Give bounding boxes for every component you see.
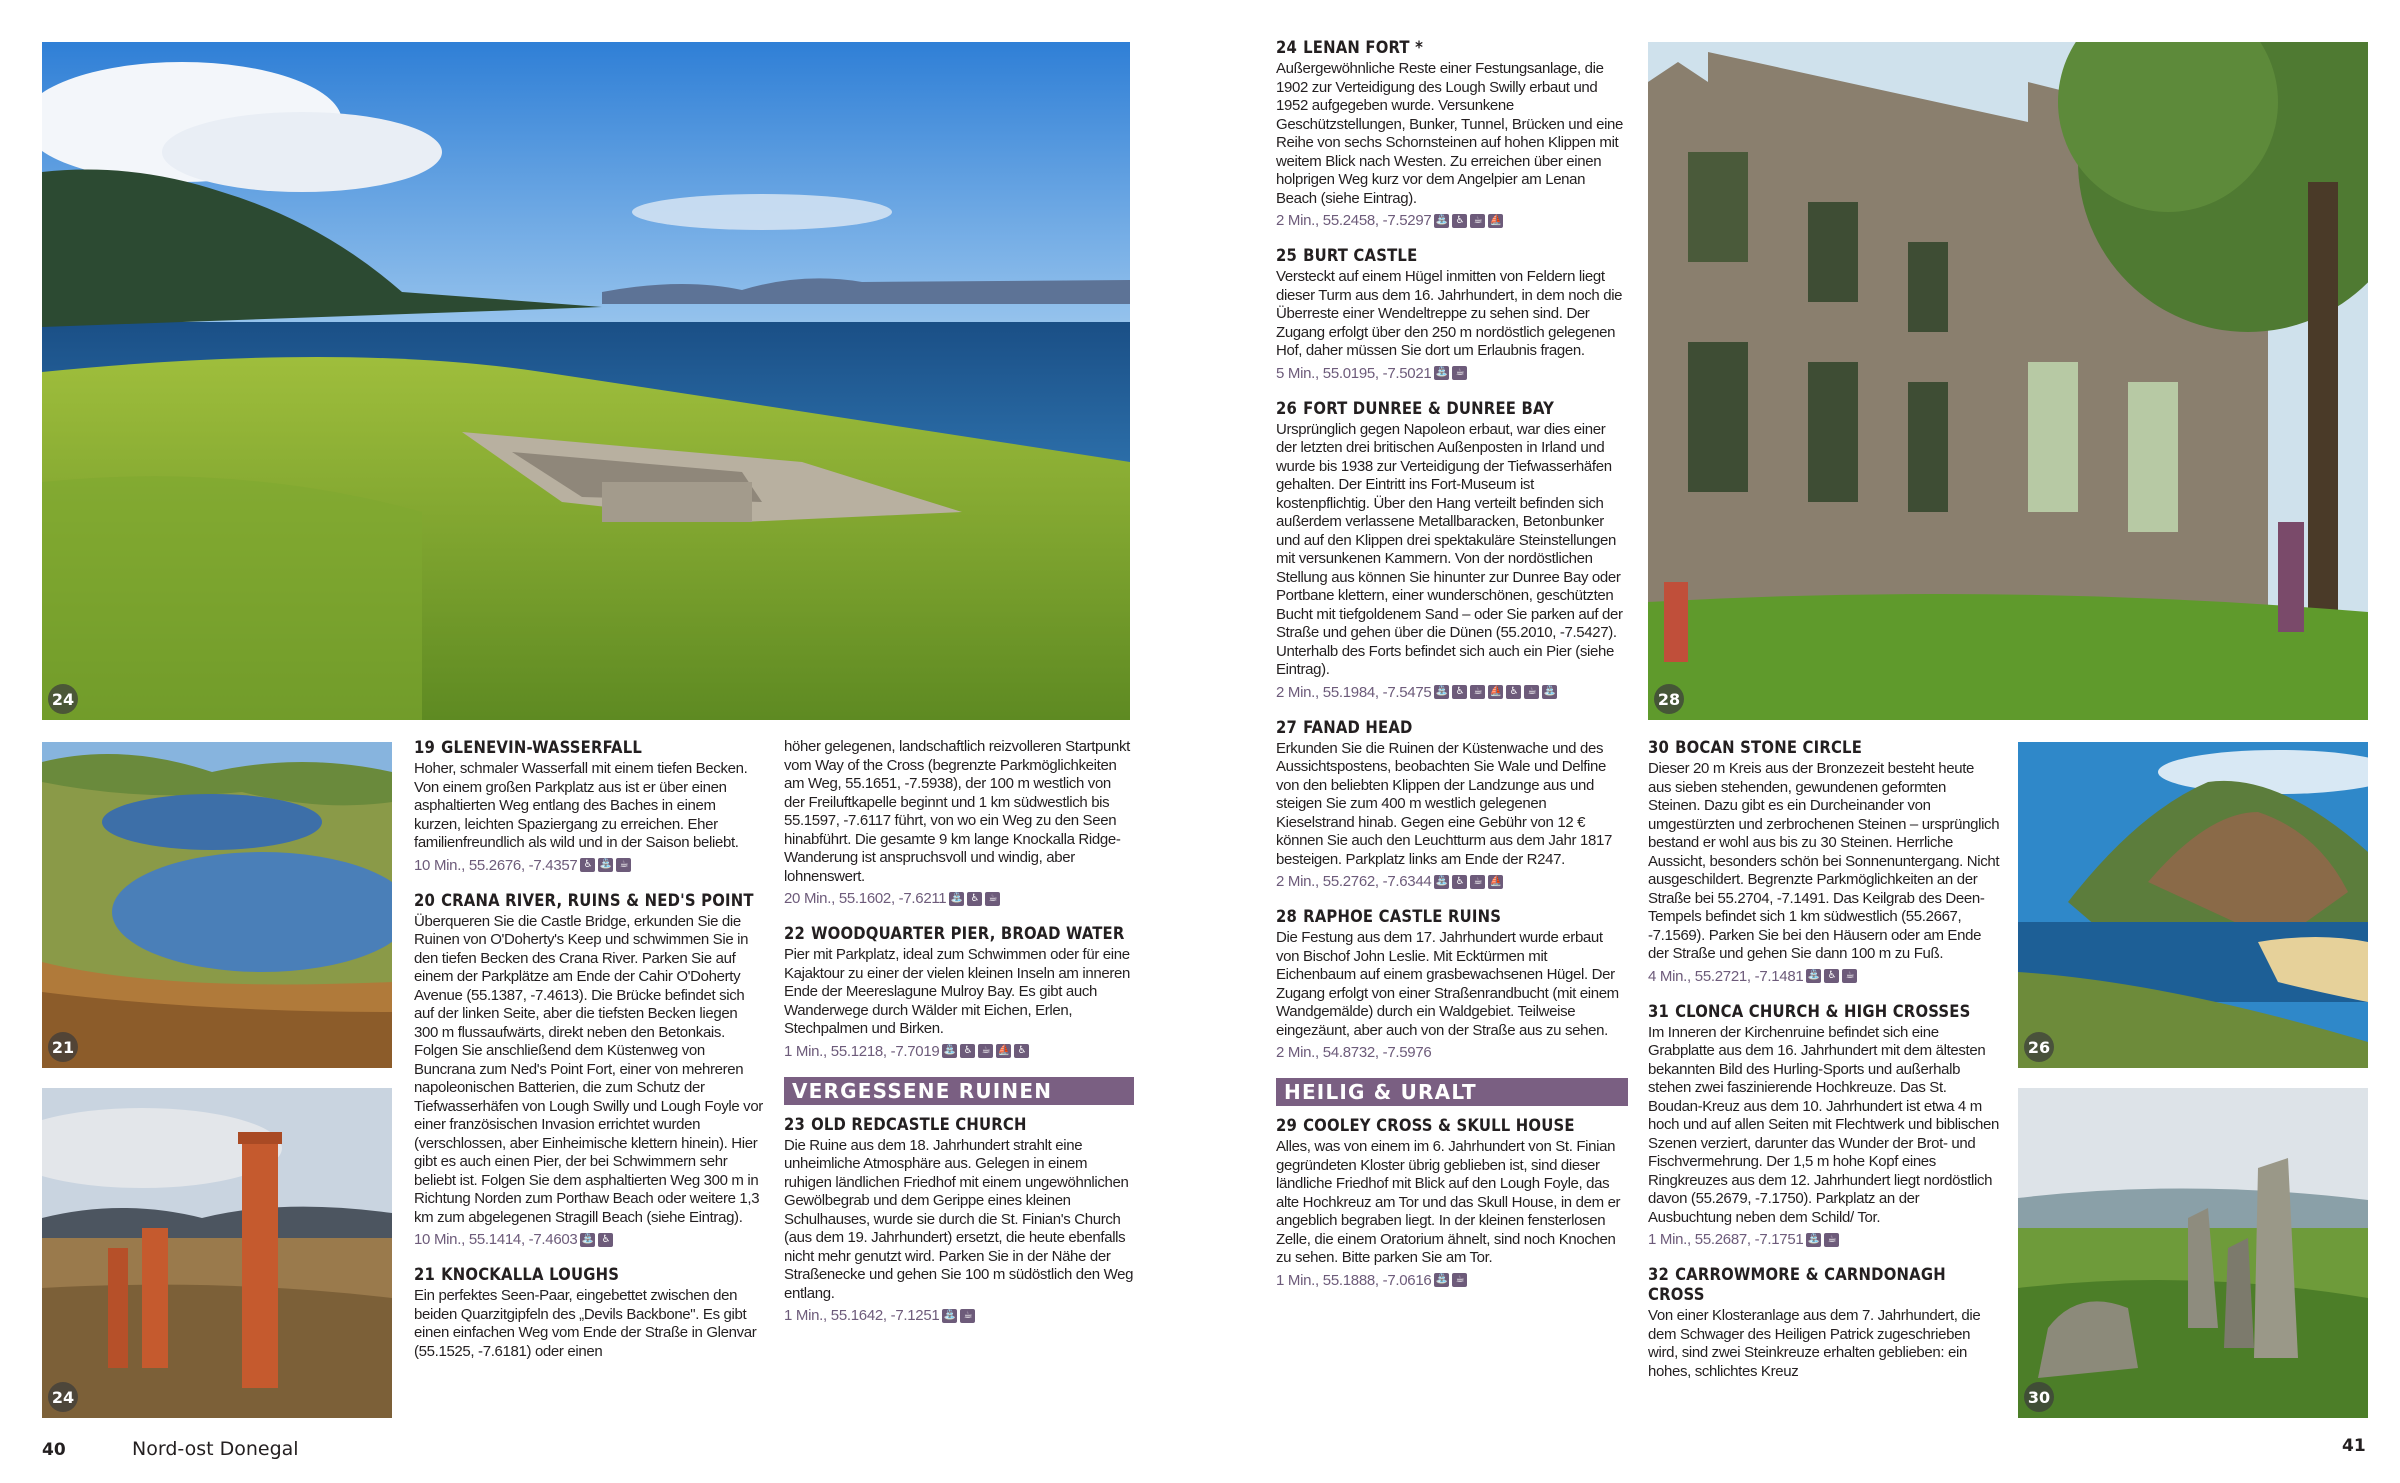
entry-30 <box>1648 738 2000 986</box>
cafe-icon: ☕ <box>1470 875 1485 889</box>
photo-lenan-fort-image <box>42 42 1130 720</box>
cafe-icon: ☕ <box>1452 1273 1467 1287</box>
entry-title-text: CLONCA CHURCH & HIGH CROSSES <box>1675 1001 1971 1021</box>
entry-title-text: GLENEVIN-WASSERFALL <box>441 738 643 757</box>
photo-badge: 24 <box>48 1382 78 1412</box>
section-banner-vergessene: VERGESSENE RUINEN <box>784 1077 1134 1105</box>
entry-29 <box>1276 1116 1628 1290</box>
entry-body: Ursprünglich gegen Napoleon erbaut, war dies einer der letzten drei britischen Außenposten in Irland und wurde bis 1938 zur Verteidigung der Tiefwasserhäfen gehalten. Der Eintritt ins Fort-Museum ist kostenpflichtig. Über den Hang verteilt befinden sich außerdem verlassene Metallbaracken, Betonbunker und auf den Klippen drei spektakuläre Steinstellungen mit versunkenen Kammern. Von der nordöstlichen Stellung aus können Sie hinunter zur Dunree Bay oder Portbane klettern, einer wunderschönen, geschützten Bucht mit tiefgoldenem Sand – oder Sie parken auf der Straße und gehen über die Dünen (55.2010, -7.5427). Unterhalb des Forts befindet sich auch ein Pier (siehe Eintrag). <box>1276 420 1623 678</box>
entry-body: Versteckt auf einem Hügel inmitten von Feldern liegt dieser Turm aus dem 16. Jahrhundert, in dem noch die Überreste einer Wendeltreppe zu sehen sind. Der Zugang erfolgt über den 250 m nordöstlich gelegenen Hof, daher müssen Sie dort um Erlaubnis fragen. <box>1276 268 1623 359</box>
wheelchair-icon: ♿ <box>1824 969 1839 983</box>
swim-icon: ⛲ <box>950 892 963 904</box>
cafe-icon: ☕ <box>960 1309 975 1323</box>
entry-coords: 10 Min., 55.2676, -7.4357 <box>414 856 578 874</box>
entry-26 <box>1276 399 1628 702</box>
wheelchair-icon: ♿ <box>1452 875 1467 889</box>
photo-badge: 30 <box>2024 1382 2054 1412</box>
entry-meta <box>1276 872 1628 891</box>
entry-coords: 4 Min., 55.2721, -7.1481 <box>1648 967 1804 985</box>
entry-23 <box>784 1115 1134 1326</box>
entry-title <box>414 738 764 758</box>
entry-title <box>414 1265 764 1285</box>
boat-icon: ⛵ <box>1489 875 1502 887</box>
boat-icon: ⛵ <box>997 1045 1010 1056</box>
entry-body: Erkunden Sie die Ruinen der Küstenwache und des Aussichtspostens, beobachten Sie Wale und Delfine von den beliebten Klippen der Landzunge aus und steigen Sie zum 400 m westlich gelegenen Kieselstrand hinab. Gegen eine Gebühr von 12 € können Sie auch den Leuchtturm aus dem Jahr 1817 besteigen. Parkplatz links am Ende der R247. <box>1276 739 1612 868</box>
entry-number: 30 <box>1648 738 1670 757</box>
wheelchair-icon: ♿ <box>1014 1044 1029 1058</box>
swim-icon: ⛲ <box>1807 970 1820 981</box>
text-column-b <box>784 738 1134 1341</box>
entry-32 <box>1648 1265 2000 1381</box>
entry-number: 25 <box>1276 246 1298 265</box>
wheelchair-icon: ♿ <box>1452 685 1467 699</box>
photo-raphoe-castle <box>1648 42 2368 720</box>
swim-icon: ⛲ <box>943 1309 956 1321</box>
entry-body: Im Inneren der Kirchenruine befindet sich eine Grabplatte aus dem 16. Jahrhundert mit dem ältesten bekannten Bild des Hurling-Sports und außerhalb stehen zwei faszinierende Hochkreuze. Das St. Boudan-Kreuz aus dem 10. Jahrhundert ist etwa 4 m hoch und auf allen Seiten mit Flechtwerk und biblischen Szenen verziert, darunter das Wunder der Brot- und Fischvermehrung. Der 1,5 m hohe Kopf eines Ringkreuzes aus dem 12. Jahrhundert liegt nordöstlich davon (55.2679, -7.1750). Parkplatz an der Ausbuchtung neben dem Schild/ Tor. <box>1648 1023 1999 1226</box>
entry-coords: 1 Min., 55.1888, -7.0616 <box>1276 1271 1432 1289</box>
cafe-icon: ☕ <box>1452 366 1467 380</box>
entry-body: Außergewöhnliche Reste einer Festungsanlage, die 1902 zur Verteidigung des Lough Swilly erbaut und 1952 aufgegeben wurde. Versunkene Geschützstellungen, Bunker, Tunnel, Brücken und eine Reihe von sechs Schornsteinen auf hohen Klippen mit weitem Blick nach Westen. Zu erreichen über einen holprigen Weg kurz vor dem Angelpier am Lenan Beach (siehe Eintrag). <box>1276 60 1624 207</box>
entry-body: Von einer Klosteranlage aus dem 7. Jahrhundert, die dem Schwager des Heiligen Patrick zugeschrieben wird, sind zwei Steinkreuze erhalten geblieben: ein hohes, schlichtes Kreuz <box>1648 1307 1981 1380</box>
entry-body: Die Festung aus dem 17. Jahrhundert wurde erbaut von Bischof John Leslie. Mit Ecktürmen mit Eichenbaum auf einem grasbewachsenen Hügel. Der Zugang erfolgt von einer Straßenrandbucht (mit einem Wandgemälde) durch ein Waldgebiet. Teilweise eingezäunt, aber auch von der Straße aus zu sehen. <box>1276 929 1619 1039</box>
entry-title-text: BURT CASTLE <box>1303 246 1418 265</box>
entry-24 <box>1276 38 1628 230</box>
entry-21 <box>414 1265 764 1361</box>
entry-title <box>1648 738 2000 758</box>
entry-number: 28 <box>1276 907 1298 926</box>
entry-coords: 2 Min., 55.2762, -7.6344 <box>1276 873 1432 890</box>
entry-title <box>1276 1116 1628 1136</box>
entry-title <box>784 924 1134 944</box>
wheelchair-icon: ♿ <box>580 858 595 872</box>
entry-meta <box>1276 1271 1628 1290</box>
swim-icon: ⛲ <box>1435 367 1448 378</box>
photo-badge: 28 <box>1654 684 1684 714</box>
entry-coords: 10 Min., 55.1414, -7.4603 <box>414 1231 578 1248</box>
entry-coords: 20 Min., 55.1602, -7.6211 <box>784 890 947 907</box>
entry-number: 23 <box>784 1114 806 1134</box>
entry-title <box>1276 399 1628 419</box>
swim-icon: ⛲ <box>1435 686 1448 697</box>
entry-number: 31 <box>1648 1001 1670 1021</box>
entry-title-text: FORT DUNREE & DUNREE BAY <box>1303 398 1555 418</box>
entry-19 <box>414 738 764 875</box>
entry-number: 20 <box>414 890 436 910</box>
entry-meta <box>1648 1230 2000 1249</box>
entry-coords: 2 Min., 55.1984, -7.5475 <box>1276 683 1432 701</box>
photo-knockalla-image <box>42 742 392 1068</box>
entry-title-text: BOCAN STONE CIRCLE <box>1675 738 1863 757</box>
entry-title-text: OLD REDCASTLE CHURCH <box>811 1114 1027 1134</box>
entry-title-text: FANAD HEAD <box>1303 717 1413 737</box>
entry-number: 22 <box>784 924 806 943</box>
entry-title-text: CARROWMORE & CARNDONAGH CROSS <box>1648 1265 1946 1304</box>
entry-title <box>1648 1265 2000 1305</box>
entry-number: 21 <box>414 1265 436 1284</box>
entry-coords: 1 Min., 55.1642, -7.1251 <box>784 1307 940 1324</box>
cafe-icon: ☕ <box>616 858 631 872</box>
swim-icon: ⛲ <box>1543 686 1556 697</box>
entry-title-text: LENAN FORT * <box>1303 38 1424 57</box>
entry-title <box>1276 718 1628 738</box>
entry-number: 19 <box>414 738 436 757</box>
entry-number: 26 <box>1276 398 1298 418</box>
swim-icon: ⛲ <box>1435 875 1448 887</box>
photo-dunree-bay <box>2018 742 2368 1068</box>
cafe-icon: ☕ <box>1470 685 1485 699</box>
entry-meta <box>784 1042 1134 1061</box>
cafe-icon: ☕ <box>1824 1233 1839 1247</box>
entry-body: Pier mit Parkplatz, ideal zum Schwimmen oder für eine Kajaktour zu einer der vielen kleinen Inseln am inneren Ende der Meereslagune Mulroy Bay. Es gibt auch Wanderwege durch Wälder mit Eichen, Erlen, Stechpalmen und Birken. <box>784 946 1130 1037</box>
photo-badge: 24 <box>48 684 78 714</box>
boat-icon: ⛵ <box>1489 686 1502 697</box>
entry-coords: 1 Min., 55.1218, -7.7019 <box>784 1042 940 1060</box>
wheelchair-icon: ♿ <box>598 1233 613 1247</box>
entry-25 <box>1276 246 1628 383</box>
entry-number: 27 <box>1276 717 1298 737</box>
page-number-left: 40 <box>42 1440 66 1460</box>
entry-title <box>1276 246 1628 266</box>
swim-icon: ⛲ <box>943 1045 956 1056</box>
entry-title <box>1276 38 1628 58</box>
entry-meta <box>1648 967 2000 986</box>
entry-28 <box>1276 907 1628 1062</box>
photo-chimneys <box>42 1088 392 1418</box>
swim-icon: ⛲ <box>599 859 613 870</box>
entry-title <box>1648 1002 2000 1022</box>
swim-icon: ⛲ <box>1807 1233 1820 1245</box>
photo-raphoe-image <box>1648 42 2368 720</box>
entry-body: Hoher, schmaler Wasserfall mit einem tiefen Becken. Von einem großen Parkplatz aus ist er über einen asphaltierten Weg entlang des Baches in einem kurzen, leichten Spaziergang zu erreichen. Eher familienfreundlich als wild und in der Saison beliebt. <box>414 760 748 851</box>
entry-meta <box>1276 683 1628 702</box>
entry-20 <box>414 891 764 1250</box>
entry-title-text: CRANA RIVER, RUINS & NED'S POINT <box>441 890 754 910</box>
entry-title-text: WOODQUARTER PIER, BROAD WATER <box>811 924 1125 943</box>
entry-meta <box>414 1230 764 1249</box>
entry-meta <box>1276 364 1628 383</box>
entry-number: 24 <box>1276 38 1298 57</box>
photo-badge: 26 <box>2024 1032 2054 1062</box>
photo-bocan-stones <box>2018 1088 2368 1418</box>
entry-number: 32 <box>1648 1265 1670 1284</box>
entry-number: 29 <box>1276 1116 1298 1135</box>
entry-coords: 1 Min., 55.2687, -7.1751 <box>1648 1231 1804 1248</box>
section-banner-heilig: HEILIG & URALT <box>1276 1078 1628 1106</box>
photo-bocan-image <box>2018 1088 2368 1418</box>
cafe-icon: ☕ <box>1470 214 1485 228</box>
entry-body: Alles, was von einem im 6. Jahrhundert von St. Finian gegründeten Kloster übrig geblieben ist, sind dieser ländliche Friedhof mit Blick auf den Lough Foyle, das alte Hochkreuz am Tor und das Skull House, in dem er angeblich begraben liegt. In der kleinen fensterlosen Zelle, die einem Oratorium ähnelt, sind noch Knochen zu sehen. Bitte parken Sie am Tor. <box>1276 1138 1621 1266</box>
entry-body: Die Ruine aus dem 18. Jahrhundert strahlt eine unheimliche Atmosphäre aus. Gelegen in einem ruhigen ländlichen Friedhof mit einem ungewöhnlichen Gewölbegrab und dem Gerippe eines kleinen Schulhauses, wurde sie durch die St. Finian's Church (aus dem 19. Jahrhundert) ersetzt, die heute ebenfalls nicht mehr genutzt wird. Parken Sie in der Nähe der Straßenecke und gehen Sie 100 m südöstlich den Weg entlang. <box>784 1136 1134 1302</box>
wheelchair-icon: ♿ <box>967 892 982 906</box>
entry-meta <box>414 856 764 875</box>
entry-coords: 5 Min., 55.0195, -7.5021 <box>1276 364 1432 382</box>
entry-meta <box>784 889 1134 908</box>
cafe-icon: ☕ <box>978 1044 993 1058</box>
page-number-right: 41 <box>2342 1436 2366 1456</box>
entry-body: Ein perfektes Seen-Paar, eingebettet zwischen den beiden Quarzitgipfeln des „Devils Backbone". Es gibt einen einfachen Weg vom Ende der Straße in Glenvar (55.1525, -7.6181) oder einen <box>414 1287 757 1360</box>
running-footer-section: Nord-ost Donegal <box>132 1438 299 1460</box>
entry-title-text: RAPHOE CASTLE RUINS <box>1303 907 1502 926</box>
entry-21-continued <box>784 738 1134 908</box>
boat-icon: ⛵ <box>1489 214 1502 226</box>
entry-title-text: KNOCKALLA LOUGHS <box>441 1265 620 1284</box>
cafe-icon: ☕ <box>985 892 1000 906</box>
entry-title <box>784 1115 1134 1135</box>
text-column-c <box>1276 38 1628 1306</box>
photo-knockalla-loughs <box>42 742 392 1068</box>
entry-meta <box>784 1306 1134 1325</box>
entry-title <box>414 891 764 911</box>
swim-icon: ⛲ <box>581 1233 595 1245</box>
entry-coords: 2 Min., 54.8732, -7.5976 <box>1276 1044 1432 1061</box>
entry-meta <box>1276 211 1628 230</box>
photo-badge: 21 <box>48 1032 78 1062</box>
entry-coords: 2 Min., 55.2458, -7.5297 <box>1276 212 1432 229</box>
wheelchair-icon: ♿ <box>1506 685 1521 699</box>
wheelchair-icon: ♿ <box>1452 214 1467 228</box>
entry-22 <box>784 924 1134 1061</box>
cafe-icon: ☕ <box>1524 685 1539 699</box>
entry-title <box>1276 907 1628 927</box>
cafe-icon: ☕ <box>1842 969 1857 983</box>
entry-body: höher gelegenen, landschaftlich reizvolleren Startpunkt vom Way of the Cross (begrenzte Parkmöglichkeiten am Weg, 55.1651, -7.5938), der 100 m westlich von der Freiluftkapelle beginnt und 1 km südwestlich bis 55.1597, -7.6117 führt, von wo ein Weg zu den Seen hinabführt. Die gesamte 9 km lange Knockalla Ridge-Wanderung ist anspruchsvoll und windig, aber lohnenswert. <box>784 738 1130 885</box>
text-column-a <box>414 738 764 1377</box>
entry-27 <box>1276 718 1628 892</box>
entry-title-text: COOLEY CROSS & SKULL HOUSE <box>1303 1116 1575 1135</box>
photo-lenan-fort <box>42 42 1130 720</box>
entry-body: Überqueren Sie die Castle Bridge, erkunden Sie die Ruinen von O'Doherty's Keep und schwimmen Sie in den tiefen Becken des Crana River. Parken Sie auf einem der Parkplätze am Ende der Cahir O'Doherty Avenue (55.1387, -7.4613). Die Brücke befindet sich auf der linken Seite, aber die tiefsten Becken liegen 300 m flussaufwärts, direkt neben den Betonkais. Folgen Sie anschließend dem Küstenweg von Buncrana zum Ned's Point Fort, einer von mehreren napoleonischen Batterien, die zum Schutz der Tiefwasserhäfen von Lough Swilly und Lough Foyle vor einer französischen Invasion errichtet wurden (verschlossen, aber Einheimische klettern hinein). Hier gibt es auch einen Pier, der bei Schwimmern sehr beliebt ist. Folgen Sie dem asphaltierten Weg 300 m in Richtung Norden zum Porthaw Beach oder weitere 1,3 km zum abgelegenen Stragill Beach (siehe Eintrag). <box>414 912 763 1226</box>
text-column-d <box>1648 738 2000 1397</box>
swim-icon: ⛲ <box>1435 214 1448 226</box>
swim-icon: ⛲ <box>1435 1274 1448 1285</box>
photo-chimneys-image <box>42 1088 392 1418</box>
entry-31 <box>1648 1002 2000 1250</box>
entry-body: Dieser 20 m Kreis aus der Bronzezeit besteht heute aus sieben stehenden, gewundenen geformten Steinen. Dazu gibt es ein Durcheinander von umgestürzten und zerbrochenen Steinen – ursprünglich bestand er wohl aus bis zu 30 Steinen. Herrliche Aussicht, besonders schön bei Sonnenuntergang. Nicht ausgeschildert. Begrenzte Parkmöglichkeiten an der Straße bei 55.2704, -7.1491. Das Keilgrab des Deen-Tempels befindet sich 1 km südwestlich (55.2667, -7.1569). Parken Sie bei den Häusern oder am Ende der Straße und gehen Sie dann 100 m zu Fuß. <box>1648 760 2000 962</box>
wheelchair-icon: ♿ <box>960 1044 975 1058</box>
photo-dunree-image <box>2018 742 2368 1068</box>
entry-meta <box>1276 1043 1628 1062</box>
